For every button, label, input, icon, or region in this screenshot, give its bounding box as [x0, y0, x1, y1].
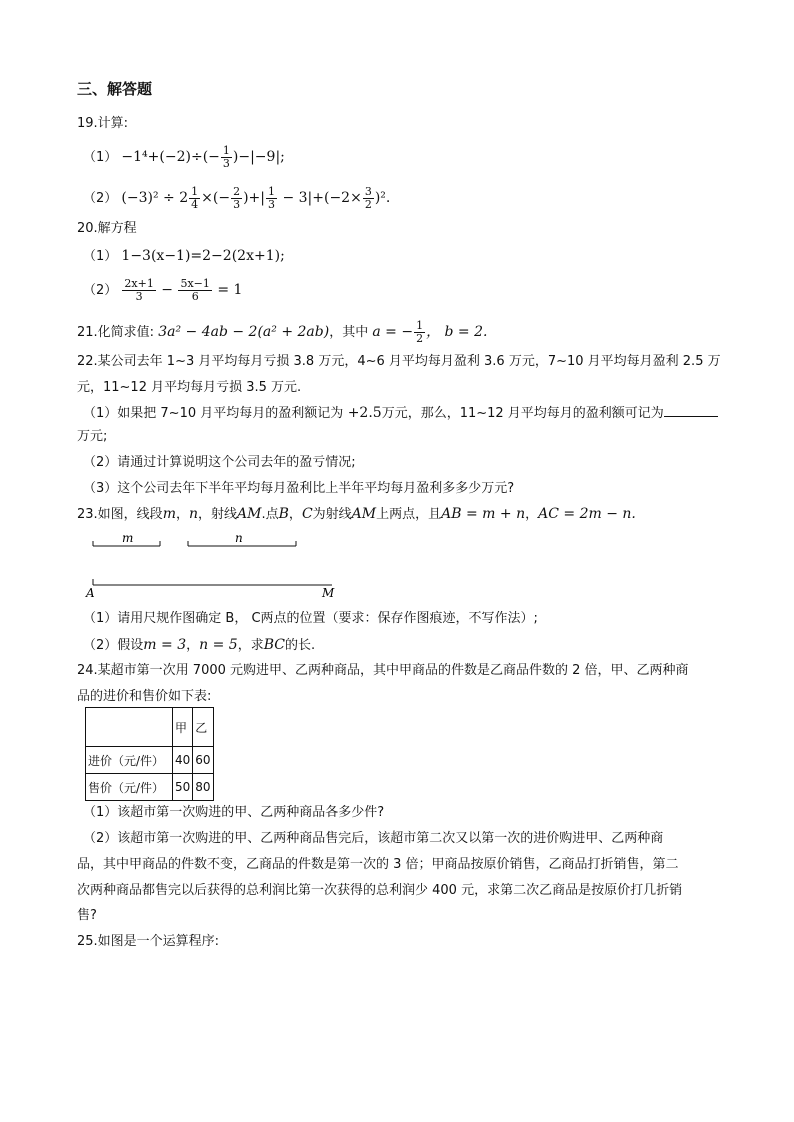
q20-part1	[83, 247, 285, 266]
q24-part1: （1）该超市第一次购进的甲、乙两种商品各多少件?	[83, 805, 385, 820]
q20-p1-expr: 1−3(x−1)=2−2(2x+1);	[121, 248, 285, 264]
table-cell: 进价（元/件）	[86, 747, 173, 774]
q22-p1-math: +2.5	[343, 405, 382, 421]
q21-b-expr: ， b = 2.	[426, 324, 488, 340]
q23-p2c: 的长.	[284, 638, 316, 653]
q20-p2-minus: −	[156, 282, 178, 298]
q19-p2-frac4	[363, 186, 374, 211]
section-title: 三、解答题	[77, 80, 153, 98]
q19-p2-c: )+|	[243, 190, 265, 206]
table-cell: 售价（元/件）	[86, 774, 173, 801]
q23-line	[77, 505, 636, 524]
q23-p2-sep: ，	[186, 638, 200, 653]
table-cell: 40	[173, 747, 193, 774]
segment-n-label: n	[235, 531, 243, 545]
q23-am: AM	[237, 506, 262, 522]
q23-sep3: ，	[525, 507, 539, 522]
q24-line2: 品的进价和售价如下表:	[77, 689, 212, 704]
q23-m: m	[162, 506, 176, 522]
q24-part2-line4: 售?	[77, 908, 97, 923]
q23-text-d: 为射线	[312, 507, 352, 522]
q23-p2-n: n = 5	[199, 637, 238, 653]
q22-line1: 22.某公司去年 1~3 月平均每月亏损 3.8 万元，4~6 月平均每月盈利 3.6 万元，7~10 月平均每月盈利 2.5 万	[77, 354, 721, 369]
table-cell: 50	[173, 774, 193, 801]
q22-part2: （2）请通过计算说明这个公司去年的盈亏情况;	[83, 455, 356, 470]
q23-part2	[83, 636, 315, 655]
q20-p2-f1-num: 2x+1	[124, 277, 154, 290]
q20-p2-f2-den: 6	[191, 290, 199, 303]
q20-p2-rhs: = 1	[212, 282, 243, 298]
q19-p2-frac2	[231, 186, 242, 211]
q22-line2: 元，11~12 月平均每月亏损 3.5 万元.	[77, 380, 302, 395]
q19-p1-expr: −1⁴+(−2)÷(−	[121, 149, 220, 165]
q23-p2a: （2）假设	[83, 638, 144, 653]
point-m-label: M	[322, 586, 335, 600]
q23-p2b: ，求	[237, 638, 264, 653]
q19-p2-f3-den: 3	[268, 198, 275, 211]
q23-text-b: ，射线	[198, 507, 238, 522]
table-header-row	[86, 708, 214, 747]
q23-text-a: 23.如图，线段	[77, 507, 163, 522]
q23-b: B	[278, 506, 289, 522]
q22-part3: （3）这个公司去年下半年平均每月盈利比上半年平均每月盈利多多少万元?	[83, 481, 515, 496]
q22-p1c: 万元;	[77, 429, 108, 444]
q19-p2-mixed-den: 4	[191, 198, 199, 211]
q23-text-e: 上两点，且	[376, 507, 442, 522]
q21-a-frac	[414, 320, 425, 345]
q25-text: 25.如图是一个运算程序:	[77, 934, 220, 949]
q19-p2-label: （2）	[83, 191, 118, 206]
q23-eq1: AB = m + n	[441, 506, 526, 522]
q24-part2-line1: （2）该超市第一次购进的甲、乙两种商品售完后，该超市第二次又以第一次的进价购进甲、乙两种商	[83, 831, 664, 846]
q23-eq2: AC = 2m − n.	[538, 506, 636, 522]
q20-p1-label: （1）	[83, 249, 118, 264]
segment-m-label: m	[122, 531, 134, 545]
q19-part1	[83, 145, 285, 170]
q19-p2-b: ×(−	[201, 190, 231, 206]
q19-p2-mixed-num: 1	[191, 185, 199, 198]
q19-p2-frac3	[266, 186, 277, 211]
q23-c: C	[301, 506, 313, 522]
q19-p2-a: (−3)² ÷ 2	[121, 190, 189, 206]
q23-am2: AM	[351, 506, 377, 522]
table-header-cell	[86, 708, 173, 747]
q21-line	[77, 320, 487, 345]
q19-p2-d: − 3|+(−2×	[278, 190, 362, 206]
ray-am	[93, 579, 332, 585]
q24-part2-line3: 次两种商品都售完以后获得的总利润比第一次获得的总利润少 400 元，求第二次乙商品是按原价打几折销	[77, 883, 683, 898]
q23-text-c: .点	[261, 507, 279, 522]
q19-p1-expr-tail: )−|−9|;	[232, 149, 285, 165]
q21-mid: ，其中	[329, 325, 369, 340]
q19-p2-f4-num: 3	[364, 185, 372, 198]
table-header-cell: 乙	[193, 708, 213, 747]
q19-p1-label: （1）	[83, 150, 118, 165]
q20-p2-f2-num: 5x−1	[180, 277, 210, 290]
q20-title: 20.解方程	[77, 221, 137, 236]
q19-p2-e: )².	[374, 190, 391, 206]
q21-text: 21.化简求值:	[77, 325, 155, 340]
q20-p2-frac2	[178, 278, 211, 303]
q24-part2-line2: 品，其中甲商品的件数不变，乙商品的件数是第一次的 3 倍；甲商品按原价销售，乙商品打折销售，第二	[77, 857, 679, 872]
table-row	[86, 774, 214, 801]
q23-sep2: ，	[288, 507, 302, 522]
q19-part2	[83, 186, 390, 211]
table-header-cell: 甲	[173, 708, 193, 747]
q21-a-den: 2	[416, 332, 424, 345]
q23-p2-m: m = 3	[143, 637, 187, 653]
q23-figure	[0, 528, 794, 608]
point-a-label: A	[86, 586, 95, 600]
q23-sep1: ，	[175, 507, 189, 522]
q24-line1: 24.某超市第一次用 7000 元购进甲、乙两种商品，其中甲商品的件数是乙商品件数的 2 倍，甲、乙两种商	[77, 663, 689, 678]
q19-p1-fraction	[221, 145, 232, 170]
q19-p2-f2-den: 3	[233, 198, 241, 211]
q19-p2-mixed	[189, 186, 200, 211]
q20-p2-label: （2）	[83, 283, 118, 298]
q19-p2-f2-num: 2	[233, 185, 241, 198]
table-cell: 80	[193, 774, 213, 801]
q23-part1: （1）请用尺规作图确定 B， C两点的位置（要求：保存作图痕迹，不写作法）;	[83, 611, 538, 626]
q20-part2	[83, 278, 242, 303]
q22-p1b: 万元，那么，11~12 月平均每月的盈利额可记为	[381, 406, 664, 421]
q22-answer-blank	[664, 404, 718, 417]
q21-a-expr: a = −	[372, 324, 414, 340]
q21-expr: 3a² − 4ab − 2(a² + 2ab)	[158, 324, 330, 340]
price-table	[85, 707, 214, 801]
q22-part1	[83, 404, 718, 423]
q19-p2-f3-num: 1	[268, 185, 275, 198]
q20-p2-frac1	[122, 278, 155, 303]
table-row	[86, 747, 214, 774]
q22-p1a: （1）如果把 7~10 月平均每月的盈利额记为	[83, 406, 344, 421]
q19-p1-frac-num: 1	[222, 144, 230, 157]
table-cell: 60	[193, 747, 213, 774]
q19-p1-frac-den: 3	[222, 157, 230, 170]
q19-p2-f4-den: 2	[364, 198, 372, 211]
q19-title: 19.计算:	[77, 116, 129, 131]
q20-p2-f1-den: 3	[135, 290, 143, 303]
q23-p2-bc: BC	[263, 637, 285, 653]
q21-a-num: 1	[416, 319, 424, 332]
q23-n: n	[188, 506, 199, 522]
